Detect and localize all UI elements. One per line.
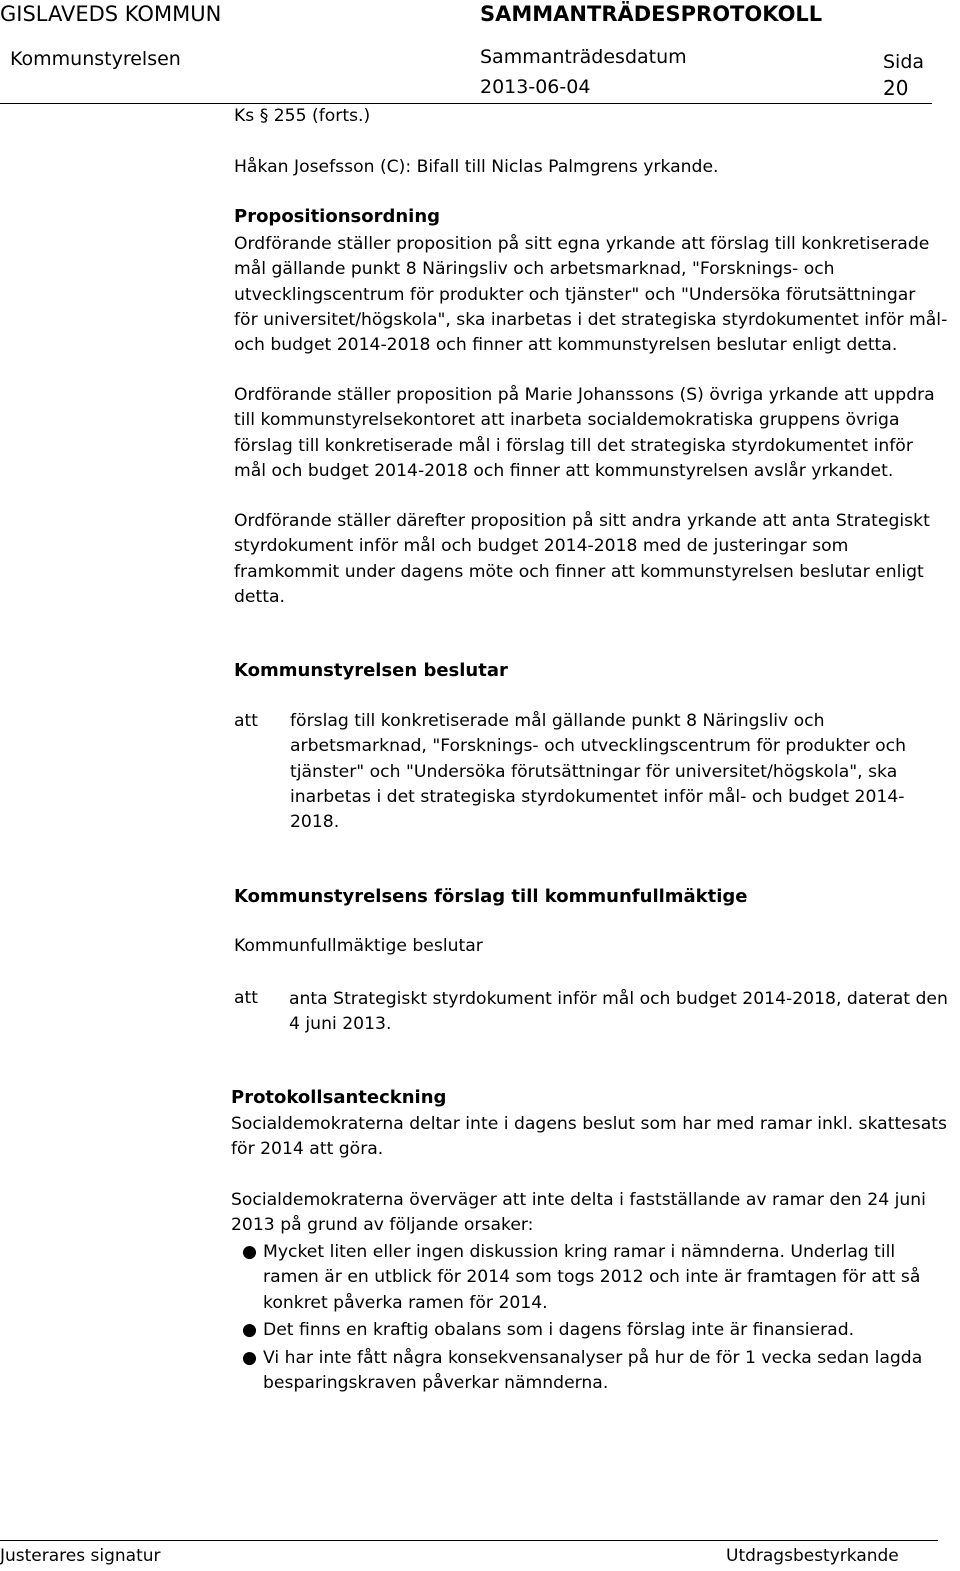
- list-item: [242, 1346, 922, 1397]
- text-line: utvecklingscentrum för produkter och tjänster" och "Undersöka förutsättningar: [234, 284, 916, 305]
- protokoll-paragraph-1: [231, 1112, 953, 1163]
- protokollsanteckning-heading: Protokollsanteckning: [231, 1087, 447, 1108]
- text-line: Socialdemokraterna överväger att inte delta i fastställande av ramar den 24 juni: [231, 1190, 926, 1210]
- statement: Håkan Josefsson (C): Bifall till Niclas Palmgrens yrkande.: [234, 157, 719, 177]
- text-line: Det finns en kraftig obalans som i dagens förslag inte är finansierad.: [263, 1320, 855, 1341]
- header-divider: [0, 103, 932, 104]
- bullet-icon: ●: [242, 1347, 257, 1368]
- text-line: för universitet/högskola", ska inarbetas i det strategiska styrdokumentet inför mål-: [234, 309, 948, 330]
- footer-divider: [0, 1540, 938, 1541]
- text-line: för 2014 att göra.: [231, 1139, 384, 1160]
- proposition-paragraph-3: [234, 509, 956, 610]
- footer-extract-label: Utdragsbestyrkande: [726, 1546, 899, 1566]
- org-name: GISLAVEDS KOMMUN: [0, 2, 222, 26]
- text-line: ramen är en utblick för 2014 som togs 2012 och inte är framtagen för att så: [263, 1267, 921, 1288]
- text-line: förslag till konkretiserade mål i förslag till det strategiska styrdokumentet inför: [234, 435, 913, 456]
- proposition-paragraph-1: [234, 232, 956, 358]
- ks-beslutar-text: [290, 709, 906, 835]
- text-line: konkret påverka ramen för 2014.: [263, 1292, 548, 1313]
- page-label: Sida: [883, 51, 925, 73]
- text-line: mål och budget 2014-2018 och finner att kommunstyrelsen avslår yrkandet.: [234, 460, 894, 481]
- text-line: Ordförande ställer proposition på sitt egna yrkande att förslag till konkretiserade: [234, 234, 930, 254]
- text-line: Socialdemokraterna deltar inte i dagens beslut som har med ramar inkl. skattesats: [231, 1114, 947, 1134]
- ks-beslutar-heading: Kommunstyrelsen beslutar: [234, 660, 508, 681]
- text-line: och budget 2014-2018 och finner att kommunstyrelsen beslutar enligt detta.: [234, 335, 898, 356]
- text-line: Mycket liten eller ingen diskussion kring ramar i nämnderna. Underlag till: [263, 1242, 896, 1262]
- protokoll-paragraph-2: [231, 1188, 953, 1239]
- kf-beslutar-subheading: Kommunfullmäktige beslutar: [234, 936, 483, 956]
- text-line: Vi har inte fått några konsekvensanalyser på hur de för 1 vecka sedan lagda: [263, 1347, 923, 1368]
- text-line: besparingskraven påverkar nämnderna.: [263, 1373, 609, 1394]
- document-type: SAMMANTRÄDESPROTOKOLL: [480, 2, 823, 26]
- propositionsordning-heading: Propositionsordning: [234, 206, 441, 227]
- text-line: mål gällande punkt 8 Näringsliv och arbetsmarknad, "Forsknings- och: [234, 259, 835, 280]
- text-line: 2013 på grund av följande orsaker:: [231, 1215, 534, 1236]
- text-line: framkommit under dagens möte och finner att kommunstyrelsen beslutar enligt: [234, 561, 924, 582]
- list-item: [242, 1240, 922, 1316]
- ks-forslag-text: [289, 987, 948, 1038]
- text-line: anta Strategiskt styrdokument inför mål och budget 2014-2018, daterat den: [289, 989, 948, 1009]
- list-item: [242, 1318, 922, 1343]
- bullet-icon: ●: [242, 1320, 257, 1341]
- ks-forslag-heading: Kommunstyrelsens förslag till kommunfullmäktige: [234, 886, 748, 907]
- case-reference: Ks § 255 (forts.): [234, 106, 371, 126]
- text-line: förslag till konkretiserade mål gällande punkt 8 Näringsliv och: [290, 711, 825, 731]
- committee-name: Kommunstyrelsen: [10, 48, 181, 70]
- footer-signature-label: Justerares signatur: [0, 1546, 161, 1566]
- text-line: 4 juni 2013.: [289, 1014, 392, 1035]
- meeting-date: 2013-06-04: [480, 76, 591, 98]
- att-label: att: [234, 988, 259, 1008]
- date-label: Sammanträdesdatum: [480, 46, 687, 68]
- bullet-icon: ●: [242, 1242, 257, 1262]
- att-label: att: [234, 711, 259, 731]
- text-line: Ordförande ställer proposition på Marie Johanssons (S) övriga yrkande att uppdra: [234, 385, 935, 405]
- proposition-paragraph-2: [234, 383, 956, 484]
- text-line: styrdokument inför mål och budget 2014-2018 med de justeringar som: [234, 536, 849, 557]
- text-line: tjänster" och "Undersöka förutsättningar för universitet/högskola", ska: [290, 761, 898, 782]
- text-line: till kommunstyrelsekontoret att inarbeta socialdemokratiska gruppens övriga: [234, 410, 900, 431]
- text-line: 2018.: [290, 812, 340, 833]
- page-number: 20: [883, 76, 909, 100]
- text-line: Ordförande ställer därefter proposition på sitt andra yrkande att anta Strategiskt: [234, 511, 930, 531]
- text-line: detta.: [234, 586, 285, 607]
- text-line: inarbetas i det strategiska styrdokumentet inför mål- och budget 2014-: [290, 786, 905, 807]
- reasons-list: [242, 1240, 922, 1398]
- text-line: arbetsmarknad, "Forsknings- och utvecklingscentrum för produkter och: [290, 736, 906, 757]
